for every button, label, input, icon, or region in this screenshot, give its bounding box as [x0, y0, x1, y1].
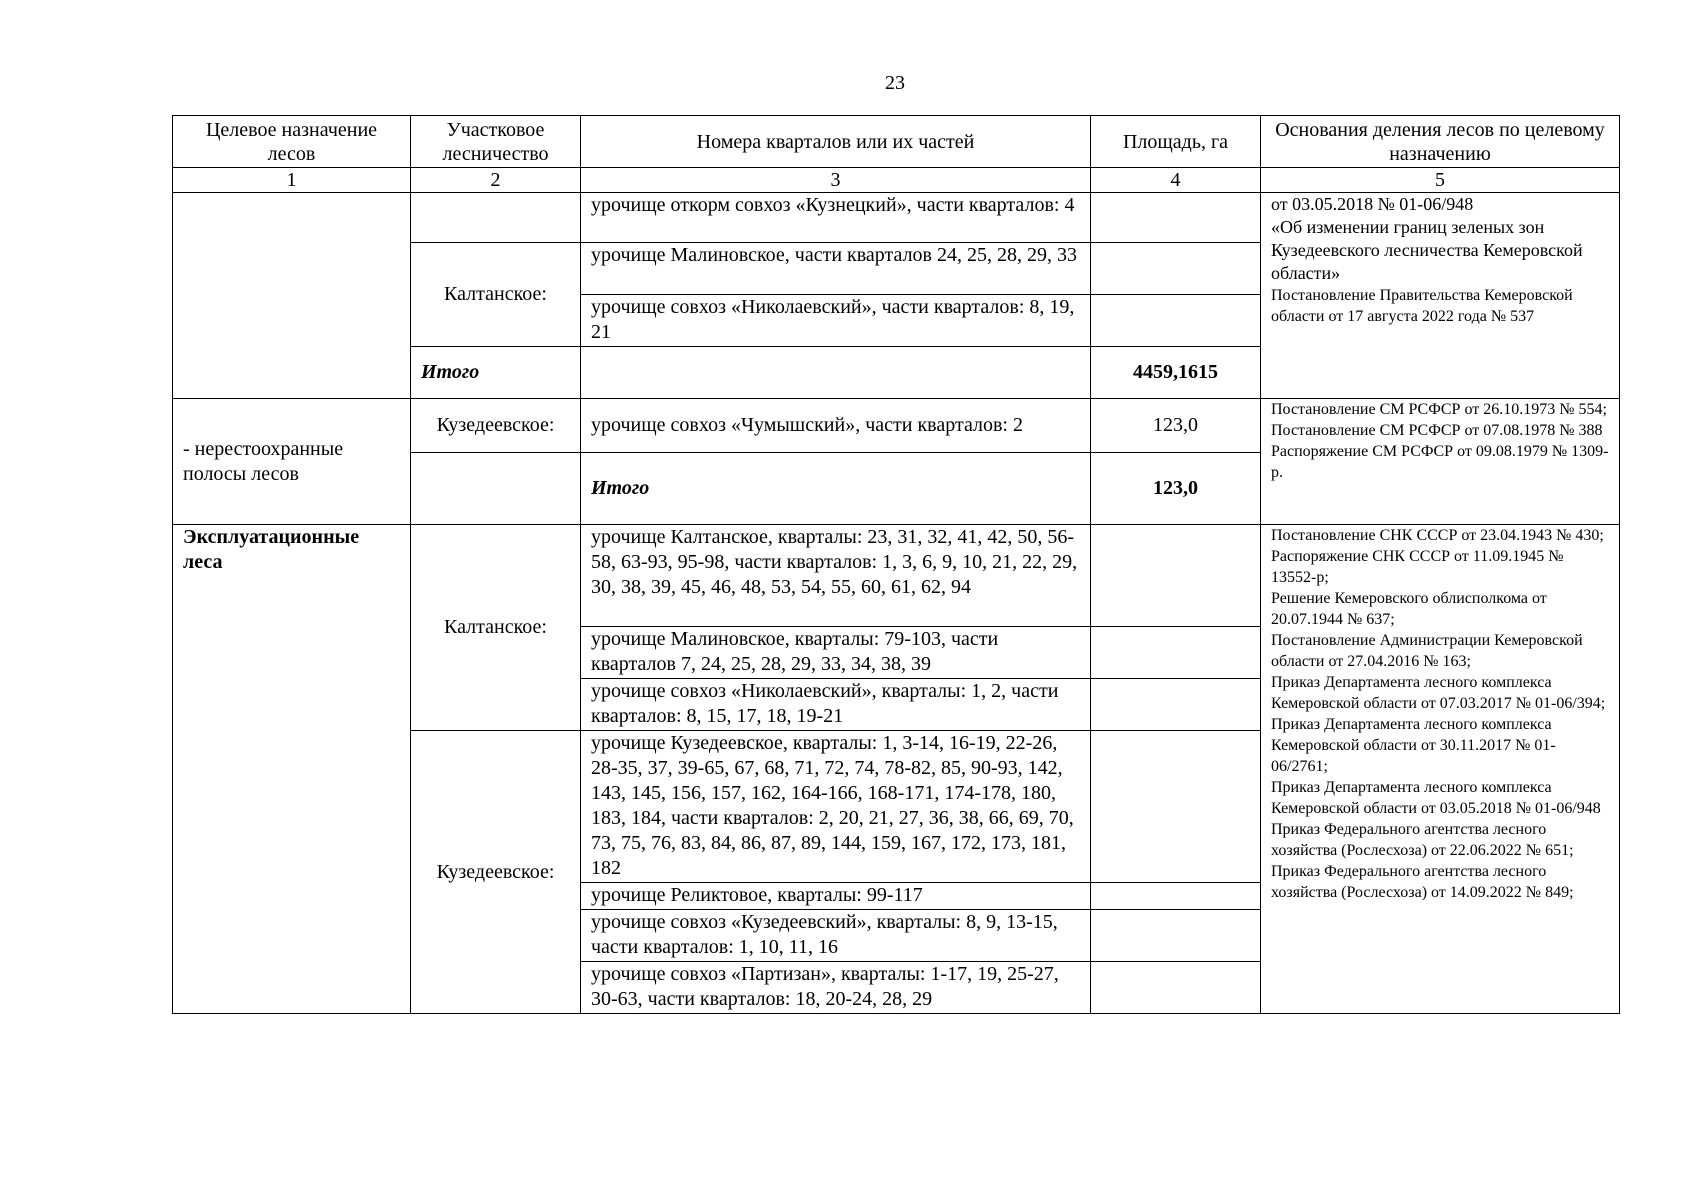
area-cell-empty	[1091, 910, 1261, 962]
basis-line: «Об изменении границ зеленых зон Кузедеевского лесничества Кемеровской области»	[1271, 217, 1583, 283]
quarters-cell: урочище совхоз «Чумышский», части кварталов: 2	[581, 399, 1091, 453]
header-forestry: Участковое лесничество	[411, 116, 581, 168]
forestry-cell: Кузедеевское:	[411, 399, 581, 453]
header-purpose: Целевое назначение лесов	[173, 116, 411, 168]
area-cell-empty	[1091, 295, 1261, 347]
quarters-cell: урочище Калтанское, кварталы: 23, 31, 32, 41, 42, 50, 56-58, 63-93, 95-98, части кварталов: 1, 3, 6, 9, 10, 21, 22, 29, 30, 38, 39, 45, 46, 48, 53, 54, 55, 60, 61, 62, 94	[581, 525, 1091, 627]
purpose-cell: - нерестоохранные полосы лесов	[173, 399, 411, 525]
column-number: 3	[581, 168, 1091, 193]
quarters-cell: урочище совхоз «Николаевский», части кварталов: 8, 19, 21	[581, 295, 1091, 347]
quarters-cell: урочище откорм совхоз «Кузнецкий», части кварталов: 4	[581, 193, 1091, 243]
quarters-cell: урочище Малиновское, части кварталов 24, 25, 28, 29, 33	[581, 243, 1091, 295]
area-cell-empty	[1091, 627, 1261, 679]
basis-line: Приказ Департамента лесного комплекса Кемеровской области от 30.11.2017 № 01-06/2761;	[1271, 716, 1556, 775]
quarters-cell: урочище совхоз «Николаевский», кварталы: 1, 2, части кварталов: 8, 15, 17, 18, 19-21	[581, 679, 1091, 731]
area-cell-empty	[1091, 962, 1261, 1014]
basis-line: Приказ Федерального агентства лесного хозяйства (Рослесхоза) от 14.09.2022 № 849;	[1271, 863, 1574, 901]
basis-line: Приказ Департамента лесного комплекса Кемеровской области от 03.05.2018 № 01-06/948	[1271, 779, 1601, 817]
basis-cell	[1261, 193, 1620, 399]
area-cell-empty	[1091, 883, 1261, 910]
purpose-cell: Эксплуатационные леса	[173, 525, 411, 1014]
total-label: Итого	[411, 347, 581, 399]
header-area: Площадь, га	[1091, 116, 1261, 168]
basis-line: Распоряжение СНК СССР от 11.09.1945 № 13552-р;	[1271, 548, 1564, 586]
total-value: 4459,1615	[1091, 347, 1261, 399]
basis-line: Распоряжение СМ РСФСР от 09.08.1979 № 1309-р.	[1271, 443, 1609, 481]
area-cell: 123,0	[1091, 399, 1261, 453]
page-number: 23	[885, 72, 905, 94]
forest-purpose-table	[172, 115, 1620, 1014]
quarters-cell: урочище Малиновское, кварталы: 79-103, части кварталов 7, 24, 25, 28, 29, 33, 34, 38, 39	[581, 627, 1091, 679]
column-number: 1	[173, 168, 411, 193]
header-quarters: Номера кварталов или их частей	[581, 116, 1091, 168]
forestry-cell: Калтанское:	[411, 525, 581, 731]
area-cell-empty	[1091, 525, 1261, 627]
basis-line: Постановление СМ РСФСР от 26.10.1973 № 554;	[1271, 401, 1607, 418]
column-number: 4	[1091, 168, 1261, 193]
area-cell-empty	[1091, 679, 1261, 731]
forestry-cell-empty	[411, 453, 581, 525]
total-label: Итого	[581, 453, 1091, 525]
table-row	[173, 399, 1620, 453]
forestry-cell-empty	[411, 193, 581, 243]
basis-line: Приказ Федерального агентства лесного хозяйства (Рослесхоза) от 22.06.2022 № 651;	[1271, 821, 1574, 859]
forestry-cell: Кузедеевское:	[411, 731, 581, 1014]
basis-line: Постановление СНК СССР от 23.04.1943 № 430;	[1271, 527, 1604, 544]
basis-line: Постановление Правительства Кемеровской области от 17 августа 2022 года № 537	[1271, 287, 1573, 325]
basis-line: от 03.05.2018 № 01-06/948	[1271, 194, 1474, 214]
table-row	[173, 525, 1620, 627]
column-number: 2	[411, 168, 581, 193]
area-cell-empty	[1091, 731, 1261, 883]
quarters-cell: урочище совхоз «Кузедеевский», кварталы: 8, 9, 13-15, части кварталов: 1, 10, 11, 16	[581, 910, 1091, 962]
area-cell-empty	[1091, 193, 1261, 243]
column-number: 5	[1261, 168, 1620, 193]
quarters-cell: урочище Реликтовое, кварталы: 99-117	[581, 883, 1091, 910]
purpose-cell-empty	[173, 193, 411, 399]
basis-line: Постановление Администрации Кемеровской области от 27.04.2016 № 163;	[1271, 632, 1583, 670]
area-cell-empty	[1091, 243, 1261, 295]
basis-line: Постановление СМ РСФСР от 07.08.1978 № 388	[1271, 422, 1603, 439]
quarters-cell: урочище Кузедеевское, кварталы: 1, 3-14, 16-19, 22-26, 28-35, 37, 39-65, 67, 68, 71, 72, 74, 78-82, 85, 90-93, 142, 143, 145, 156, 157, 162, 164-166, 168-171, 174-178, 180, 183, 184, части кварталов: 2, 20, 21, 27, 36, 38, 66, 69, 70, 73, 75, 76, 83, 84, 86, 87, 89, 144, 159, 167, 172, 173, 181, 182	[581, 731, 1091, 883]
quarters-cell-empty	[581, 347, 1091, 399]
forestry-cell: Калтанское:	[411, 243, 581, 347]
header-basis: Основания деления лесов по целевому назначению	[1261, 116, 1620, 168]
basis-line: Решение Кемеровского облисполкома от 20.07.1944 № 637;	[1271, 590, 1547, 628]
basis-cell	[1261, 525, 1620, 1014]
table-row	[173, 193, 1620, 243]
basis-line: Приказ Департамента лесного комплекса Кемеровской области от 07.03.2017 № 01-06/394;	[1271, 674, 1606, 712]
quarters-cell: урочище совхоз «Партизан», кварталы: 1-17, 19, 25-27, 30-63, части кварталов: 18, 20-24, 28, 29	[581, 962, 1091, 1014]
total-value: 123,0	[1091, 453, 1261, 525]
basis-cell	[1261, 399, 1620, 525]
